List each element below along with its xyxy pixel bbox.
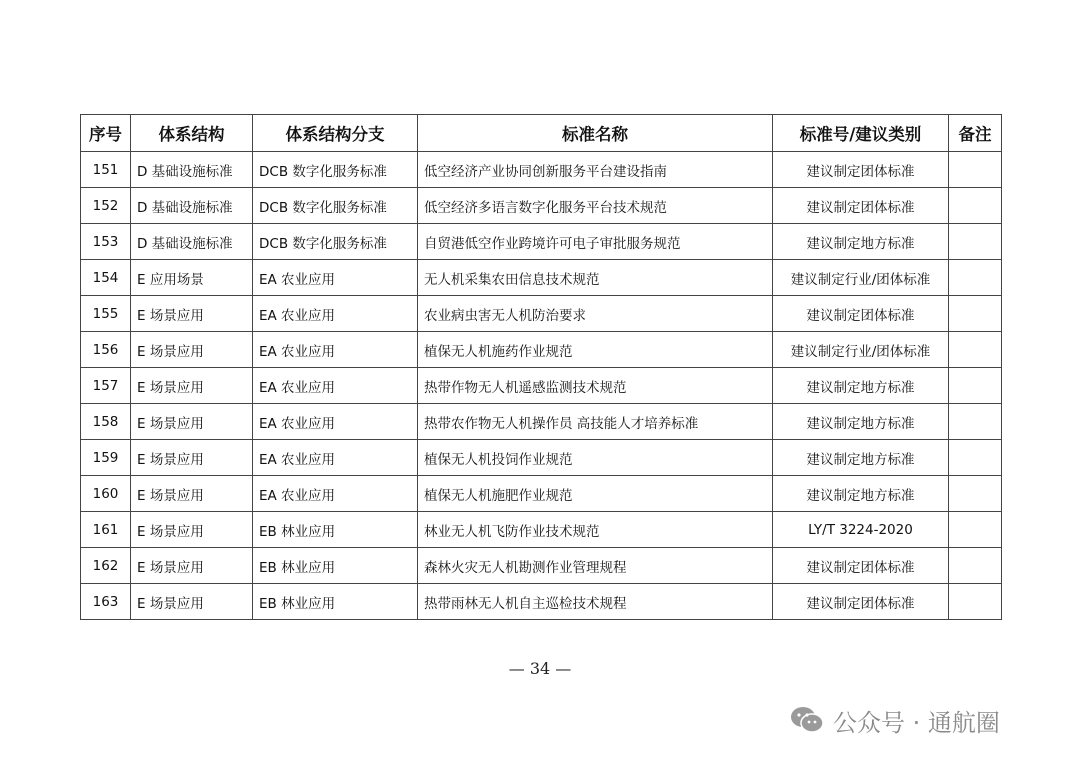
- cell-standard-name: 植保无人机施肥作业规范: [418, 476, 773, 512]
- cell-remarks: [949, 368, 1002, 404]
- cell-remarks: [949, 332, 1002, 368]
- header-structure-branch: 体系结构分支: [253, 115, 418, 152]
- cell-remarks: [949, 584, 1002, 620]
- cell-structure-branch: EA 农业应用: [253, 440, 418, 476]
- table-body: [81, 152, 1002, 620]
- cell-structure-branch: DCB 数字化服务标准: [253, 188, 418, 224]
- table-row: [81, 584, 1002, 620]
- cell-remarks: [949, 548, 1002, 584]
- cell-standard-number: 建议制定团体标准: [773, 188, 949, 224]
- cell-remarks: [949, 476, 1002, 512]
- cell-remarks: [949, 512, 1002, 548]
- cell-standard-name: 自贸港低空作业跨境许可电子审批服务规范: [418, 224, 773, 260]
- table-row: [81, 548, 1002, 584]
- table-row: [81, 224, 1002, 260]
- table-header-row: [81, 115, 1002, 152]
- cell-standard-name: 林业无人机飞防作业技术规范: [418, 512, 773, 548]
- cell-system-structure: D 基础设施标准: [131, 188, 253, 224]
- cell-structure-branch: EA 农业应用: [253, 404, 418, 440]
- watermark: [789, 700, 1000, 740]
- header-standard-number: 标准号/建议类别: [773, 115, 949, 152]
- cell-structure-branch: EA 农业应用: [253, 260, 418, 296]
- cell-standard-number: 建议制定地方标准: [773, 404, 949, 440]
- cell-serial: 155: [81, 296, 131, 332]
- cell-standard-name: 农业病虫害无人机防治要求: [418, 296, 773, 332]
- cell-standard-name: 热带雨林无人机自主巡检技术规程: [418, 584, 773, 620]
- cell-remarks: [949, 440, 1002, 476]
- cell-structure-branch: EA 农业应用: [253, 368, 418, 404]
- wechat-icon: [789, 705, 825, 735]
- cell-serial: 153: [81, 224, 131, 260]
- cell-standard-number: 建议制定行业/团体标准: [773, 332, 949, 368]
- cell-serial: 156: [81, 332, 131, 368]
- cell-standard-number: 建议制定地方标准: [773, 440, 949, 476]
- cell-standard-number: 建议制定行业/团体标准: [773, 260, 949, 296]
- cell-serial: 162: [81, 548, 131, 584]
- cell-remarks: [949, 296, 1002, 332]
- header-system-structure: 体系结构: [131, 115, 253, 152]
- cell-standard-name: 森林火灾无人机勘测作业管理规程: [418, 548, 773, 584]
- table-row: [81, 404, 1002, 440]
- standards-table-container: [80, 114, 1001, 620]
- cell-standard-number: 建议制定团体标准: [773, 296, 949, 332]
- table-row: [81, 152, 1002, 188]
- cell-system-structure: E 场景应用: [131, 368, 253, 404]
- cell-system-structure: D 基础设施标准: [131, 152, 253, 188]
- table-row: [81, 368, 1002, 404]
- cell-remarks: [949, 188, 1002, 224]
- cell-standard-number: 建议制定地方标准: [773, 224, 949, 260]
- cell-system-structure: E 场景应用: [131, 404, 253, 440]
- cell-standard-name: 低空经济多语言数字化服务平台技术规范: [418, 188, 773, 224]
- cell-structure-branch: EA 农业应用: [253, 476, 418, 512]
- cell-serial: 154: [81, 260, 131, 296]
- cell-remarks: [949, 152, 1002, 188]
- cell-serial: 152: [81, 188, 131, 224]
- cell-serial: 159: [81, 440, 131, 476]
- header-serial: 序号: [81, 115, 131, 152]
- table-row: [81, 440, 1002, 476]
- cell-remarks: [949, 260, 1002, 296]
- cell-standard-number: 建议制定团体标准: [773, 152, 949, 188]
- cell-serial: 161: [81, 512, 131, 548]
- cell-standard-number: 建议制定团体标准: [773, 584, 949, 620]
- cell-standard-number: 建议制定团体标准: [773, 548, 949, 584]
- cell-serial: 163: [81, 584, 131, 620]
- cell-standard-number: 建议制定地方标准: [773, 476, 949, 512]
- cell-standard-name: 低空经济产业协同创新服务平台建设指南: [418, 152, 773, 188]
- table-row: [81, 332, 1002, 368]
- cell-system-structure: E 场景应用: [131, 296, 253, 332]
- table-row: [81, 476, 1002, 512]
- cell-system-structure: E 场景应用: [131, 548, 253, 584]
- cell-structure-branch: DCB 数字化服务标准: [253, 152, 418, 188]
- cell-remarks: [949, 404, 1002, 440]
- cell-structure-branch: EA 农业应用: [253, 296, 418, 332]
- table-row: [81, 296, 1002, 332]
- cell-serial: 160: [81, 476, 131, 512]
- table-row: [81, 260, 1002, 296]
- cell-standard-number: LY/T 3224-2020: [773, 512, 949, 548]
- page-number: — 34 —: [508, 659, 572, 678]
- watermark-text: 公众号 · 通航圈: [833, 708, 1000, 737]
- cell-standard-name: 热带作物无人机遥感监测技术规范: [418, 368, 773, 404]
- cell-remarks: [949, 224, 1002, 260]
- cell-structure-branch: DCB 数字化服务标准: [253, 224, 418, 260]
- header-remarks: 备注: [949, 115, 1002, 152]
- table-row: [81, 512, 1002, 548]
- header-standard-name: 标准名称: [418, 115, 773, 152]
- standards-table: [80, 114, 1002, 620]
- cell-structure-branch: EB 林业应用: [253, 584, 418, 620]
- cell-system-structure: E 场景应用: [131, 440, 253, 476]
- cell-system-structure: E 场景应用: [131, 476, 253, 512]
- cell-structure-branch: EB 林业应用: [253, 512, 418, 548]
- cell-standard-name: 热带农作物无人机操作员 高技能人才培养标准: [418, 404, 773, 440]
- cell-standard-name: 植保无人机投饲作业规范: [418, 440, 773, 476]
- cell-system-structure: E 场景应用: [131, 512, 253, 548]
- cell-system-structure: E 场景应用: [131, 332, 253, 368]
- cell-serial: 151: [81, 152, 131, 188]
- cell-standard-name: 无人机采集农田信息技术规范: [418, 260, 773, 296]
- table-row: [81, 188, 1002, 224]
- cell-structure-branch: EA 农业应用: [253, 332, 418, 368]
- cell-structure-branch: EB 林业应用: [253, 548, 418, 584]
- cell-standard-name: 植保无人机施药作业规范: [418, 332, 773, 368]
- cell-system-structure: D 基础设施标准: [131, 224, 253, 260]
- cell-system-structure: E 应用场景: [131, 260, 253, 296]
- cell-system-structure: E 场景应用: [131, 584, 253, 620]
- cell-serial: 157: [81, 368, 131, 404]
- cell-standard-number: 建议制定地方标准: [773, 368, 949, 404]
- cell-serial: 158: [81, 404, 131, 440]
